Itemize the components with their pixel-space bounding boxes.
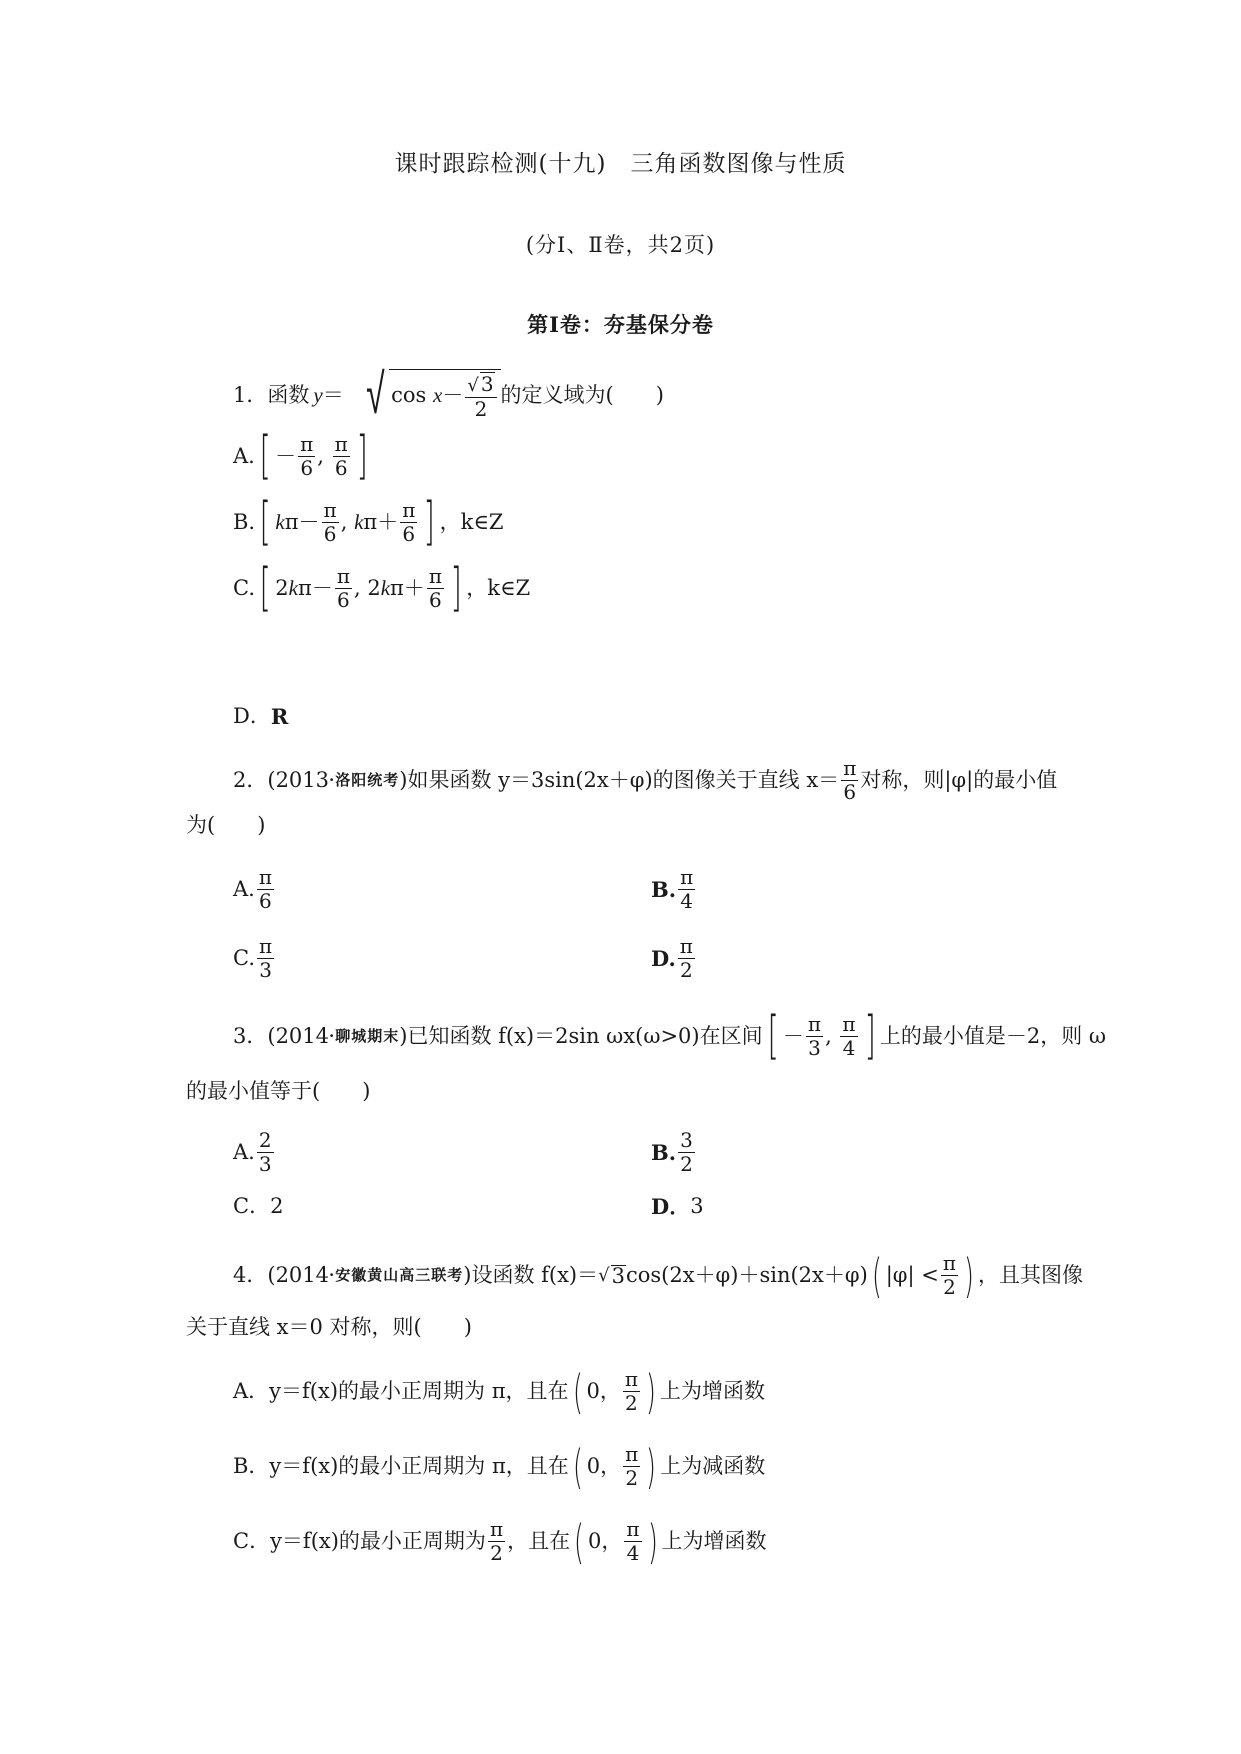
q1-radicand <box>389 369 500 421</box>
option-value: 3 <box>690 1194 704 1218</box>
q1-radical <box>360 362 501 427</box>
q4-option-b[interactable]: B．y＝f(x)的最小正周期为 π，且在 ( 0， $\frac{\pi}{2}$ ) 上为减函数 <box>233 1439 766 1494</box>
option-label: A. <box>233 443 255 468</box>
q3-stem: )已知函数 f(x)＝2sin ωx(ω>0)在区间 <box>399 1023 763 1048</box>
k-in-z: ，k∈Z <box>439 509 504 534</box>
option-text: C．y＝f(x)的最小正周期为 <box>233 1529 486 1553</box>
right-bracket-icon: ] <box>423 492 436 552</box>
option-label: D． <box>233 704 271 728</box>
left-bracket-icon: [ <box>259 426 271 486</box>
q4-stem2: cos(2x＋φ)＋sin(2x＋φ) <box>625 1263 868 1287</box>
q2-option-b[interactable] <box>651 866 697 913</box>
q2-stem: )如果函数 y＝3sin(2x＋φ)的图像关于直线 x＝ <box>399 768 840 792</box>
right-paren-icon: ) <box>647 1514 658 1569</box>
left-paren-icon: ( <box>574 1514 585 1569</box>
option-text: 上为增函数 <box>661 1529 767 1553</box>
k-in-z: ，k∈Z <box>466 575 531 600</box>
document-subtitle: (分Ⅰ、Ⅱ卷，共2页) <box>525 233 716 257</box>
fraction: $\frac{\pi}{6}$ <box>300 431 314 480</box>
q1-eq: ＝ <box>322 382 344 407</box>
left-paren-icon: ( <box>871 1248 882 1303</box>
right-paren-icon: ) <box>646 1364 656 1419</box>
fraction: $\frac{\pi}{6}$ <box>402 497 416 546</box>
right-paren-icon: ) <box>964 1248 974 1303</box>
fraction: $\frac{\pi}{2}$ <box>624 1367 638 1415</box>
fraction: $\frac{\pi}{2}$ <box>489 1517 504 1565</box>
option-label: C. <box>233 575 255 600</box>
radical-icon: √ <box>365 362 385 427</box>
left-paren-icon: ( <box>572 1439 583 1494</box>
fraction: $\frac{2}{3}$ <box>258 1128 272 1176</box>
q1-frac-sqrt3-over-2 <box>465 372 496 421</box>
option-label: C. <box>233 946 255 970</box>
option-label: D. <box>651 946 676 971</box>
q2-source: ·洛阳统考 <box>329 771 400 789</box>
option-value: R <box>270 704 289 729</box>
q4-line2: 关于直线 x＝0 对称，则( ) <box>186 1315 472 1339</box>
q2-option-d[interactable] <box>651 935 697 982</box>
q1-option-b[interactable]: B. [ k π － $\frac{\pi}{6}$ , k π ＋ $\frac{\pi}{6}$ ] ，k∈Z <box>233 492 504 552</box>
fraction: $\frac{\pi}{6}$ <box>334 431 348 480</box>
q2-number: 2．( <box>233 768 276 792</box>
section-heading: 第Ⅰ卷：夯基保分卷 <box>527 312 714 337</box>
option-text: A．y＝f(x)的最小正周期为 π，且在 <box>233 1379 569 1403</box>
option-label: B. <box>233 509 256 534</box>
question-4-stem <box>233 1248 1083 1303</box>
q1-sqrt3-value: 3 <box>480 372 494 397</box>
q1-var-x: x <box>433 383 443 407</box>
var-k: k <box>275 509 285 534</box>
q1-den: 2 <box>474 396 488 421</box>
option-label: B. <box>651 1140 677 1165</box>
q3-number: 3．( <box>233 1023 276 1048</box>
q3-year: 2014 <box>275 1023 330 1048</box>
small-radical-icon: √ <box>598 1264 610 1286</box>
q4-year: 2014 <box>275 1263 330 1287</box>
q1-number: 1．函数 <box>233 382 310 407</box>
option-text: B．y＝f(x)的最小正周期为 π，且在 <box>233 1454 569 1478</box>
q4-source: ·安徽黄山高三联考 <box>329 1266 464 1284</box>
q1-option-a[interactable]: A. [ － $\frac{\pi}{6}$ , $\frac{\pi}{6}$ ] <box>233 426 368 486</box>
q1-option-c[interactable]: C. [ 2 k π － $\frac{\pi}{6}$ , 2 k π ＋ $\frac{\pi}{6}$ ] ，k∈Z <box>233 558 531 618</box>
left-paren-icon: ( <box>572 1364 583 1419</box>
right-bracket-icon: ] <box>864 1006 876 1066</box>
q3-option-d[interactable] <box>651 1196 704 1217</box>
option-label: A. <box>233 877 255 901</box>
q4-option-c[interactable]: C．y＝f(x)的最小正周期为 $\frac{\pi}{2}$ ，且在 ( 0， $\frac{\pi}{4}$ ) 上为增函数 <box>233 1514 767 1569</box>
fraction: $\frac{\pi}{4}$ <box>680 865 694 913</box>
left-bracket-icon: [ <box>259 558 271 618</box>
fraction: $\frac{\pi}{6}$ <box>336 563 350 612</box>
fraction: $\frac{\pi}{6}$ <box>323 497 337 546</box>
fraction: $\frac{\pi}{6}$ <box>843 756 857 804</box>
q3-stem2: 上的最小值是－2，则 ω <box>879 1023 1107 1048</box>
fraction: $\frac{\pi}{6}$ <box>258 865 272 913</box>
q1-minus: － <box>442 383 464 407</box>
question-2-stem <box>233 757 1057 804</box>
document-title: 课时跟踪检测(十九) 三角函数图像与性质 <box>394 151 847 177</box>
q1-tail: 的定义域为( ) <box>500 382 664 407</box>
q1-cos: cos <box>391 383 427 407</box>
q3-line2: 的最小值等于( ) <box>186 1079 371 1103</box>
option-text: 上为增函数 <box>659 1379 765 1403</box>
q3-option-b[interactable] <box>651 1129 697 1176</box>
q4-option-a[interactable]: A．y＝f(x)的最小正周期为 π，且在 ( 0， $\frac{\pi}{2}$ ) 上为增函数 <box>233 1364 765 1419</box>
right-bracket-icon: ] <box>356 426 368 486</box>
q1-var-y: y <box>313 382 323 407</box>
right-paren-icon: ) <box>646 1439 657 1494</box>
option-label: B. <box>651 877 677 902</box>
option-text: 上为减函数 <box>660 1454 766 1478</box>
left-bracket-icon: [ <box>259 492 271 552</box>
option-label: D． <box>651 1194 691 1219</box>
q4-stem: )设函数 f(x)＝ <box>463 1263 599 1287</box>
fraction: $\frac{3}{2}$ <box>680 1128 693 1176</box>
fraction: $\frac{\pi}{2}$ <box>679 934 693 982</box>
small-radical-icon: √ <box>467 375 479 397</box>
minus-sign: － <box>275 443 297 468</box>
q4-sqrt3: 3 <box>611 1263 625 1288</box>
question-1-stem <box>233 362 664 427</box>
q2-stem2: 对称，则|φ|的最小值 <box>860 768 1058 792</box>
fraction: $\frac{\pi}{3}$ <box>259 934 273 982</box>
fraction: $\frac{\pi}{6}$ <box>428 563 442 612</box>
option-text: ，且在 <box>507 1529 571 1553</box>
fraction: $\frac{\pi}{4}$ <box>626 1517 640 1565</box>
q2-option-c[interactable] <box>233 935 276 982</box>
q2-option-a[interactable] <box>233 866 276 913</box>
q2-line2: 为( ) <box>186 813 266 837</box>
q1-option-d[interactable] <box>233 706 288 727</box>
q4-stem3: ，且其图像 <box>977 1263 1083 1287</box>
fraction: $\frac{\pi}{3}$ <box>807 1011 822 1060</box>
fraction: $\frac{\pi}{2}$ <box>625 1442 639 1490</box>
fraction: $\frac{\pi}{4}$ <box>842 1011 856 1060</box>
left-bracket-icon: [ <box>767 1006 779 1066</box>
q3-option-c[interactable]: C．2 <box>233 1194 284 1218</box>
fraction: $\frac{\pi}{2}$ <box>942 1251 957 1299</box>
q4-number: 4．( <box>233 1263 276 1287</box>
question-3-stem: 3．( 2014 ·聊城期末 )已知函数 f(x)＝2sin ωx(ω>0)在区间 [ － $\frac{\pi}{3}$ , $\frac{\pi}{4}$ ] 上的最小值是－2，则 ω <box>233 1006 1107 1066</box>
q3-source: ·聊城期末 <box>329 1026 400 1045</box>
q4-condition: |φ| < <box>885 1263 939 1287</box>
right-bracket-icon: ] <box>450 558 462 618</box>
option-label: A. <box>233 1140 255 1164</box>
var-k: k <box>354 509 364 534</box>
q3-option-a[interactable] <box>233 1129 276 1176</box>
q2-year: 2013 <box>275 768 330 792</box>
